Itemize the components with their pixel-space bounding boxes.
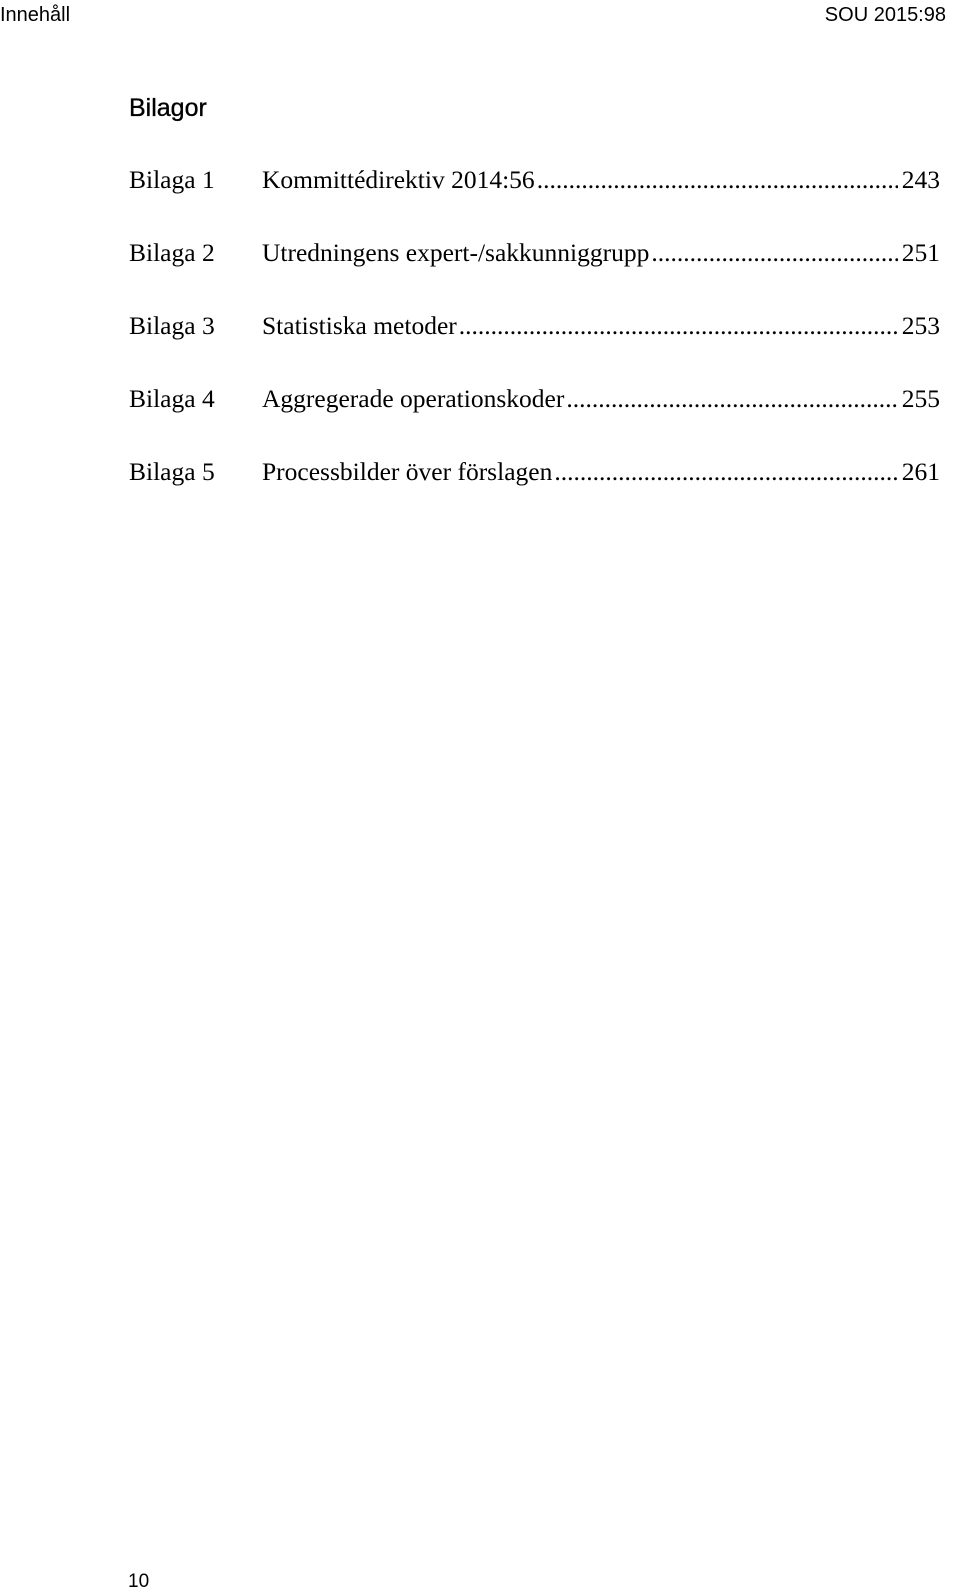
dot-leader [554, 454, 897, 490]
toc-entry[interactable] [129, 454, 940, 490]
dot-leader [537, 162, 898, 198]
toc-entry-title[interactable]: Utredningens expert-/sakkunniggrupp [262, 238, 650, 267]
dot-leader [566, 381, 897, 417]
running-header [0, 0, 946, 30]
toc-entry-page[interactable]: 255 [901, 384, 940, 413]
toc-entry-page[interactable]: 243 [901, 165, 940, 194]
toc-entry-label: Bilaga 4 [129, 384, 215, 413]
toc-entry[interactable] [129, 235, 940, 271]
toc-entry-title[interactable]: Processbilder över förslagen [262, 457, 553, 486]
appendix-list [129, 162, 940, 527]
toc-entry-page[interactable]: 251 [901, 238, 940, 267]
dot-leader [651, 235, 897, 271]
toc-entry-title[interactable]: Statistiska metoder [262, 311, 457, 340]
toc-entry-title[interactable]: Aggregerade operationskoder [262, 384, 565, 413]
header-section-name: Innehåll [0, 4, 71, 26]
dot-leader [459, 308, 898, 344]
toc-entry[interactable] [129, 381, 940, 417]
section-title: Bilagor [129, 94, 207, 122]
toc-entry[interactable] [129, 308, 940, 344]
header-document-id: SOU 2015:98 [824, 4, 946, 26]
toc-entry-label: Bilaga 3 [129, 311, 215, 340]
toc-entry[interactable] [129, 162, 940, 198]
toc-entry-title[interactable]: Kommittédirektiv 2014:56 [262, 165, 535, 194]
toc-entry-label: Bilaga 2 [129, 238, 215, 267]
page-number: 10 [128, 1571, 150, 1592]
toc-entry-page[interactable]: 261 [901, 457, 940, 486]
toc-entry-page[interactable]: 253 [901, 311, 940, 340]
toc-entry-label: Bilaga 1 [129, 165, 215, 194]
toc-entry-label: Bilaga 5 [129, 457, 215, 486]
